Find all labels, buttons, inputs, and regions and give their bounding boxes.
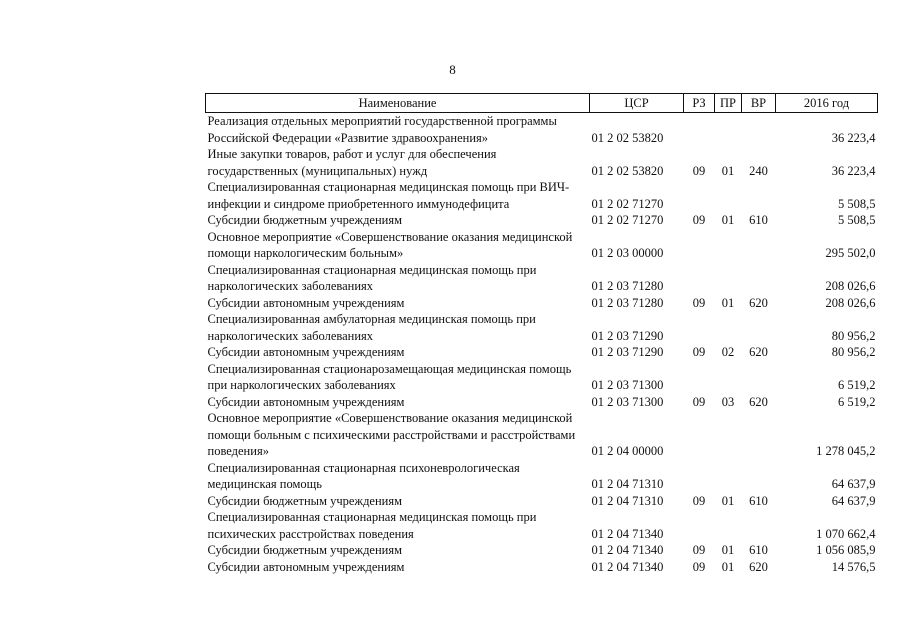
row-csr: 01 2 03 71280: [591, 295, 664, 310]
row-amount: 1 070 662,4: [816, 526, 876, 541]
row-pr: [715, 361, 742, 394]
row-vr: [742, 229, 776, 262]
row-amount: 36 223,4: [831, 130, 876, 145]
row-rz: 09: [692, 213, 706, 227]
row-vr: 620: [749, 394, 768, 409]
row-rz: [684, 460, 715, 493]
row-rz: [684, 509, 715, 542]
row-pr: [715, 460, 742, 493]
row-vr: [742, 311, 776, 344]
row-vr: 240: [749, 163, 768, 178]
table-row: [206, 410, 878, 460]
row-rz: [684, 262, 715, 295]
table-row: [206, 212, 878, 229]
row-csr: 01 2 02 53820: [591, 130, 664, 145]
row-name: Субсидии автономным учреждениям: [207, 394, 405, 409]
row-name: Реализация отдельных мероприятий государственной программы Российской Федерации «Развитие здравоохранения»: [207, 114, 557, 145]
table-row: [206, 559, 878, 576]
row-pr: 03: [721, 394, 735, 409]
row-pr: 01: [721, 543, 735, 557]
header-pr: ПР: [715, 94, 742, 113]
row-name: Субсидии бюджетным учреждениям: [207, 493, 403, 508]
row-pr: [715, 262, 742, 295]
row-vr: 620: [749, 295, 768, 310]
row-pr: 01: [721, 163, 735, 178]
header-csr: ЦСР: [590, 94, 684, 113]
row-amount: 1 056 085,9: [816, 543, 876, 557]
row-amount: 208 026,6: [825, 279, 876, 293]
row-name: Субсидии автономным учреждениям: [207, 345, 405, 359]
row-rz: 09: [692, 493, 706, 508]
row-rz: 09: [692, 559, 706, 574]
row-name: Специализированная стационарная медицинская помощь при ВИЧ-инфекции и синдроме приобретенного иммунодефицита: [207, 180, 570, 211]
row-csr: 01 2 03 71290: [591, 328, 664, 343]
row-csr: 01 2 04 71310: [591, 493, 664, 508]
row-name: Субсидии автономным учреждениям: [207, 559, 405, 574]
row-vr: 620: [749, 345, 768, 359]
row-vr: 610: [749, 493, 768, 508]
table-row: [206, 113, 878, 147]
row-vr: [742, 361, 776, 394]
row-csr: 01 2 02 53820: [591, 163, 664, 178]
row-csr: 01 2 03 00000: [591, 246, 664, 260]
row-amount: 295 502,0: [825, 246, 876, 260]
row-pr: 01: [721, 213, 735, 227]
row-pr: [715, 229, 742, 262]
row-amount: 5 508,5: [838, 213, 876, 227]
row-amount: 64 637,9: [831, 477, 876, 491]
row-csr: 01 2 02 71270: [591, 213, 664, 227]
row-vr: [742, 460, 776, 493]
header-vr: ВР: [742, 94, 776, 113]
row-pr: 01: [721, 559, 735, 574]
row-csr: 01 2 04 71310: [591, 477, 664, 491]
row-rz: [684, 410, 715, 460]
row-name: Специализированная амбулаторная медицинская помощь при наркологических заболеваниях: [207, 312, 536, 343]
row-amount: 14 576,5: [831, 559, 876, 574]
row-amount: 36 223,4: [831, 163, 876, 178]
row-pr: 02: [721, 345, 735, 359]
row-pr: 01: [721, 493, 735, 508]
row-vr: [742, 410, 776, 460]
table-row: [206, 229, 878, 262]
row-vr: [742, 179, 776, 212]
table-row: [206, 311, 878, 344]
table-row: [206, 493, 878, 510]
row-amount: 80 956,2: [831, 328, 876, 343]
row-rz: 09: [692, 163, 706, 178]
row-rz: [684, 179, 715, 212]
row-csr: 01 2 04 71340: [591, 543, 664, 557]
row-name: Основное мероприятие «Совершенствование оказания медицинской помощи больным с психическими расстройствами и расстройствами поведения»: [207, 411, 576, 458]
header-rz: РЗ: [684, 94, 715, 113]
row-name: Основное мероприятие «Совершенствование оказания медицинской помощи наркологическим больным»: [207, 229, 573, 260]
table-row: [206, 460, 878, 493]
table-row: [206, 262, 878, 295]
row-amount: 6 519,2: [838, 394, 876, 409]
row-vr: [742, 509, 776, 542]
table-header-row: [206, 94, 878, 113]
row-name: Специализированная стационарная медицинская помощь при наркологических заболеваниях: [207, 262, 537, 293]
row-csr: 01 2 03 71280: [591, 279, 664, 293]
row-pr: [715, 410, 742, 460]
row-pr: [715, 311, 742, 344]
row-rz: [684, 361, 715, 394]
row-vr: [742, 262, 776, 295]
table-row: [206, 394, 878, 411]
row-rz: 09: [692, 345, 706, 359]
row-csr: 01 2 04 00000: [591, 444, 664, 458]
row-amount: 5 508,5: [838, 196, 876, 211]
row-name: Иные закупки товаров, работ и услуг для обеспечения государственных (муниципальных) нужд: [207, 147, 497, 178]
row-csr: 01 2 04 71340: [591, 559, 664, 574]
row-amount: 208 026,6: [825, 295, 876, 310]
table-row: [206, 179, 878, 212]
row-pr: [715, 509, 742, 542]
row-vr: 610: [749, 543, 768, 557]
row-csr: 01 2 03 71300: [591, 394, 664, 409]
row-vr: 620: [749, 559, 768, 574]
row-rz: 09: [692, 543, 706, 557]
row-rz: [684, 229, 715, 262]
table-row: [206, 509, 878, 542]
row-rz: 09: [692, 394, 706, 409]
row-name: Субсидии бюджетным учреждениям: [207, 543, 403, 557]
header-name: Наименование: [206, 94, 590, 113]
row-csr: 01 2 03 71290: [591, 345, 664, 359]
row-pr: [715, 113, 742, 147]
row-pr: [715, 179, 742, 212]
row-vr: [742, 113, 776, 147]
row-csr: 01 2 02 71270: [591, 196, 664, 211]
row-name: Субсидии бюджетным учреждениям: [207, 213, 403, 227]
row-pr: 01: [721, 295, 735, 310]
row-name: Специализированная стационарная психоневрологическая медицинская помощь: [207, 460, 520, 491]
budget-table: [205, 93, 878, 575]
table-row: [206, 361, 878, 394]
table-row: [206, 146, 878, 179]
row-amount: 6 519,2: [838, 378, 876, 392]
header-year: 2016 год: [776, 94, 878, 113]
table-row: [206, 542, 878, 559]
table-row: [206, 344, 878, 361]
row-name: Субсидии автономным учреждениям: [207, 295, 405, 310]
row-vr: 610: [749, 213, 768, 227]
row-amount: 1 278 045,2: [816, 444, 876, 458]
row-csr: 01 2 04 71340: [591, 526, 664, 541]
row-csr: 01 2 03 71300: [591, 378, 664, 392]
page-number: 8: [449, 62, 456, 77]
row-name: Специализированная стационарозамещающая медицинская помощь при наркологических заболеваниях: [207, 361, 572, 392]
row-rz: [684, 113, 715, 147]
row-name: Специализированная стационарная медицинская помощь при психических расстройствах поведения: [207, 510, 537, 541]
table-row: [206, 295, 878, 312]
row-amount: 64 637,9: [831, 493, 876, 508]
row-rz: [684, 311, 715, 344]
row-rz: 09: [692, 295, 706, 310]
row-amount: 80 956,2: [831, 345, 876, 359]
